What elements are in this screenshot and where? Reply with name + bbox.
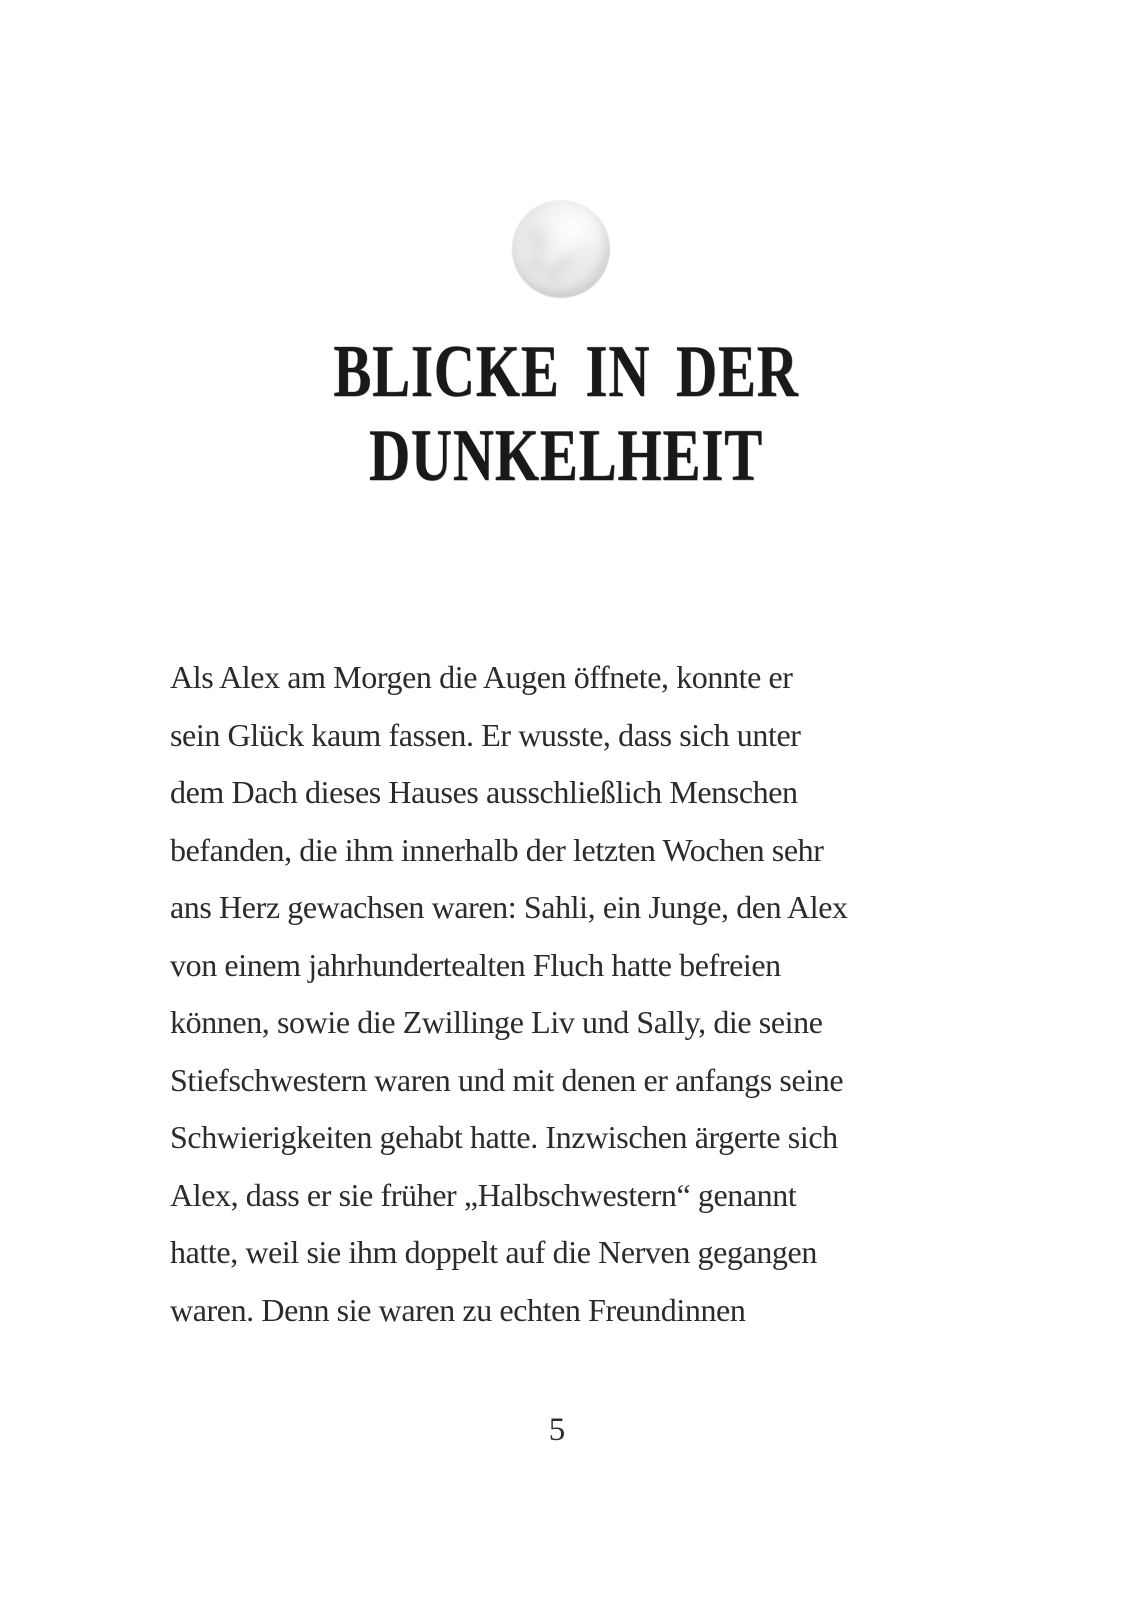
text-line: Schwierigkeiten gehabt hatte. Inzwischen ärgerte sich <box>170 1119 838 1155</box>
text-line: ans Herz gewachsen waren: Sahli, ein Junge, den Alex <box>170 889 848 925</box>
full-moon-icon <box>512 200 610 298</box>
text-line: sein Glück kaum fassen. Er wusste, dass sich unter <box>170 716 801 753</box>
text-line: Als Alex am Morgen die Augen öffnete, konnte er <box>170 659 793 695</box>
page-number: 5 <box>548 1412 566 1448</box>
text-line: können, sowie die Zwillinge Liv und Sally, die seine <box>170 1004 823 1040</box>
text-line: waren. Denn sie waren zu echten Freundinnen <box>170 1291 746 1328</box>
chapter-title-line-2: DUNKELHEIT <box>369 415 763 497</box>
text-line: von einem jahrhundertealten Fluch hatte befreien <box>170 946 781 983</box>
text-line: dem Dach dieses Hauses ausschließlich Menschen <box>170 774 798 810</box>
text-line: befanden, die ihm innerhalb der letzten Wochen sehr <box>170 831 824 868</box>
body-paragraph <box>170 649 962 1339</box>
text-line: Alex, dass er sie früher „Halbschwestern“ genannt <box>170 1176 797 1213</box>
text-line: Stiefschwestern waren und mit denen er anfangs seine <box>170 1061 844 1098</box>
chapter-title-line-1: BLICKE IN DER <box>333 331 799 413</box>
chapter-title <box>0 330 1132 498</box>
text-line: hatte, weil sie ihm doppelt auf die Nerven gegangen <box>170 1234 817 1270</box>
